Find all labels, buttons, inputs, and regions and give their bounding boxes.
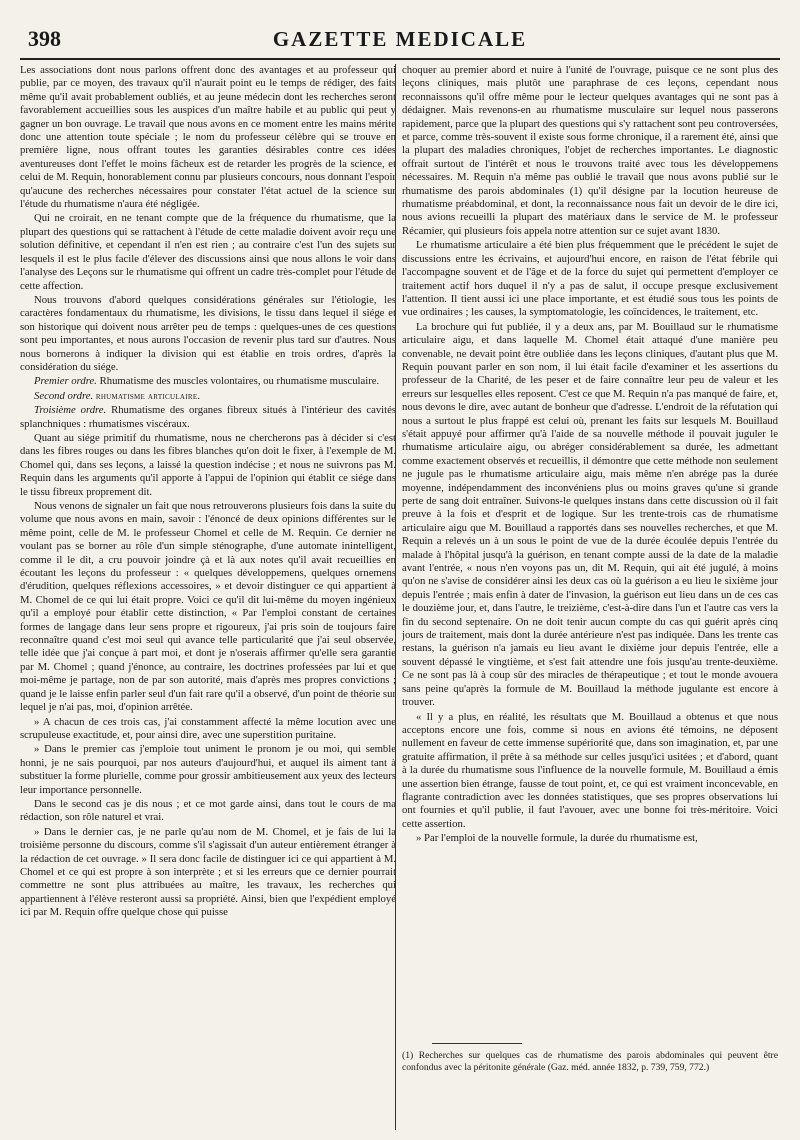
right-paragraph-5: » Par l'emploi de la nouvelle formule, la durée du rhumatisme est, xyxy=(416,832,698,845)
left-paragraph-9: » Dans le dernier cas, je ne parle qu'au nom de M. Chomel, et je fais de lui la troisième personne du discours, comme s'il s'agissait d'un auteur entièrement étranger à la rédaction de cet ouvrage. » Il sera donc facile de distinguer ici ce qui appartient à M. Chomel et ce qui est propre à son interprète ; et si les erreurs que ce dernier pourrait commettre ne sont plus attribuées au maître, les travaux, les recherches qui appartiennent à l'élève resteront aussi sa propriété. Ainsi, bien que l'expédient employé ici par M. Requin offre quelque chose qui puisse xyxy=(20,825,396,919)
right-paragraph-4: « Il y a plus, en réalité, les résultats que M. Bouillaud a obtenus et que nous acceptons encore une fois, comme si nous en avions été témoins, ne déposent nullement en faveur de cette immense supériorité que, dans son imagination, et, par une gratuite affirmation, il prête à sa méthode sur celles jusqu'ici usitées ; et d'abord, quant à la durée du rhumatisme sous l'influence de la nouvelle formule, M. Bouillaud a émis une assertion bien étrange, fausse de tout point, et, ce qui est vraiment inconcevable, en flagrante contradiction avec les données statistiques, que ses propres observations lui ont fournies et qu'il publie, il faut l'avouer, avec une bonne foi très-méritoire. Voici cette assertion. xyxy=(402,710,778,830)
left-paragraph-5: Nous venons de signaler un fait que nous retrouverons plusieurs fois dans la suite du volume que nous avons en main, savoir : l'énoncé de deux opinions différentes sur le même point, celle de M. le professeur Chomel et celle de M. Requin. Ce dernier ne voulant pas se borner au rôle d'un simple sténographe, d'une automate inintelligent, comme il le dit, a cru pouvoir joindre çà et là aux notes qu'il avait recueillies en écoutant les leçons du professeur : « quelques développemens, quelques ornemens d'érudition, quelques réflexions accessoires, » et devoir distinguer ce qui appartient à M. Chomel de ce qui lui était propre. Voici ce qu'il dit lui-même du moyen ingénieux qu'il a employé pour établir cette distinction, « Par l'emploi constant de certaines formes de langage dans leur sens propre et rigoureux, j'ai pris soin de toujours faire reconnaître quand c'est moi seul qui avance telle particularité que j'ai seul observée, telle idée que j'ai conçue à part moi, et dont je n'oserais affirmer qu'elle sera garantie par M. Chomel ; quand j'énonce, au contraire, les doctrines professées par lui et que moi-même je partage, non de par son autorité, mais d'après mes propres convictions ; quand je le laisse enfin parler seul d'un fait rare qu'il a observé, d'un point de théorie sur lequel je n'ai pas, moi, d'opinion arrêtée. xyxy=(20,500,396,714)
order-2 xyxy=(20,390,396,403)
right-paragraph-3: La brochure qui fut publiée, il y a deux ans, par M. Bouillaud sur le rhumatisme articulaire aigu, et dans laquelle M. Chomel était attaqué d'une manière peu convenable, ne devait point être oubliée dans les leçons cliniques, d'autant plus que M. Requin pouvant parler en son nom, il lui était facile d'examiner et les assertions du professeur de la Charité, de les peser et de faire connaître leur peu de valeur et les erreurs sur lesquelles elles reposent. C'est ce que M. Requin n'a pas manqué de faire, et, nous devons le dire, avec autant de bonheur que d'adresse. L'endroit de la réfutation qui nous a surtout le plus frappé est celui où, prenant les faits sur lesquels M. Bouillaud s'était appuyé pour affirmer qu'à l'aide de sa nouvelle méthode il pouvait juguler le rhumatisme articulaire aigu, ou abréger considérablement sa durée, les admettant comme exactement observés et recueillis, il démontre que cette méthode non seulement ne jugule pas le rhumatisme articulaire aigu, mais même n'en abrége pas la durée moyenne, indépendamment des inconvéniens plus ou moins graves qu'une si grande perte de sang doit entraîner. Suivons-le quelques instans dans cette discussion où il fait preuve à la fois et d'esprit et de logique. Sur les trente-trois cas de rhumatisme articulaire aigu que M. Bouillaud a rapportés dans ses nouvelles recherches, et que M. Requin a relevés un à un sous le point de vue de la durée écoulée depuis l'entrée du malade à l'hôpital jusqu'à la guérison, en tenant compte aussi de la date de la maladie avant l'entrée, « nous n'en voyons pas un, dit M. Requin, qui ait été jugulé, à moins qu'on ne s'avise de considérer ainsi les deux cas où la guérison a eu lieu le sixième jour depuis l'entrée ; mais enfin à dater de l'invasion, la guérison eut lieu dans un de ces cas le douzième jour, et, dans l'autre, le treizième, c'est-à-dire dans l'un et l'autre cas vers la fin du second septenaire. On ne doit tenir aucun compte du cas qui guérit après cinq jours de traitement, mais dont la durée antérieure n'est pas indiquée. Dans les trente cas restans, la guérison n'a jamais eu lieu avant le dixième jour depuis l'entrée, elle a souvent dépassé le vingtième, et s'est fait attendre une fois jusqu'au trente-deuxième. Ce ne sont pas là à coup sûr des miracles de thérapeutique ; et tout le monde avouera sans peine qu'après la formule de M. Bouillaud la méthode jugulante est encore à trouver. xyxy=(402,320,778,709)
right-column xyxy=(402,64,778,1036)
page-number: 398 xyxy=(28,26,61,51)
header-rule xyxy=(20,58,780,60)
order-3-label: Troisième ordre. xyxy=(34,404,107,417)
left-paragraph-8: Dans le second cas je dis nous ; et ce mot garde ainsi, dans tout le cours de ma rédaction, son rôle naturel et vrai. xyxy=(20,797,396,824)
order-1 xyxy=(20,375,396,388)
left-paragraph-3: Nous trouvons d'abord quelques considérations générales sur l'étiologie, les caractères fondamentaux du rhumatisme, les divisions, le tissu dans lequel il siége et son historique qui doivent nous arrêter peu de temps : quelques-unes de ces questions sont peu importantes, et nous aurons l'occasion de revenir plus tard sur d'autres. Nous nous bornerons à indiquer la division qui est établie en trois ordres, d'après la considération du siége. xyxy=(20,293,396,373)
left-paragraph-6: » A chacun de ces trois cas, j'ai constamment affecté la même locution avec une scrupuleuse exactitude, et, pour ainsi dire, avec une superstition puritaine. xyxy=(20,715,396,741)
left-column xyxy=(20,64,396,1130)
footnote: (1) Recherches sur quelques cas de rhumatisme des parois abdominales qui peuvent être confondus avec la péritonite générale (Gaz. méd. année 1832, p. 739, 759, 772.) xyxy=(402,1050,778,1073)
page-header xyxy=(20,22,780,56)
order-2-text: rhumatisme articulaire. xyxy=(95,390,201,402)
order-1-text: Rhumatisme des muscles volontaires, ou rhumatisme musculaire. xyxy=(99,375,380,388)
order-3-text: Rhumatisme des organes fibreux situés à l'intérieur des cavités splanchniques : rhumatismes viscéraux. xyxy=(20,404,396,430)
order-1-label: Premier ordre. xyxy=(34,375,97,388)
journal-title: GAZETTE MEDICALE xyxy=(272,27,528,51)
footnote-rule xyxy=(432,1043,522,1044)
order-2-label: Second ordre. xyxy=(34,389,94,402)
right-paragraph-1: choquer au premier abord et nuire à l'unité de l'ouvrage, puisque ce ne sont plus des leçons cliniques, mais plutôt une paraphrase de ces leçons, cependant nous reconnaissons qu'il offre même pour le lecteur quelques avantages qui ne sont pas à dédaigner. Mais revenons-en au rhumatisme musculaire sur lequel nous passerons rapidement, parce que la plupart des questions qui s'y rattachent sont peu controversées, et parce, comme très-souvent il existe sous forme chronique, il a rarement été, ainsi que la plupart des maladies chroniques, l'objet de recherches importantes. Le diagnostic offrait surtout de l'intérêt et nous le trouvons traité avec tous les développemens nécessaires. M. Requin n'a même pas oublié le travail que nous avons publié sur le rhumatisme des parois abdominales (1) qu'il désigne par la locution heureuse de rhumatisme préabdominal, et dont, la reconnaissance nous fait un devoir de le dire ici, nous avions recueilli la plupart des matériaux dans le service de M. le professeur Récamier, qui plusieurs fois appela notre attention sur ce sujet avant 1830. xyxy=(402,64,778,237)
left-paragraph-7: » Dans le premier cas j'emploie tout uniment le pronom je ou moi, qui semble honni, je ne sais pourquoi, par nos auteurs d'aujourd'hui, et auquel ils aiment tant à substituer la forme plurielle, comme pour grossir ambitieusement aux yeux des lecteurs leur importance personnelle. xyxy=(20,743,396,796)
left-paragraph-1: Les associations dont nous parlons offrent donc des avantages et au professeur qui publie, par ce moyen, des travaux qu'il n'aurait point eu le temps de rédiger, des faits même qu'il avait probablement oubliés, et au jeune médecin dont les recherches seront favorablement accueillies sous les auspices d'un maître habile et au public qui peut y gagner un bon ouvrage. Le travail que nous avons en ce moment entre les mains mérite donc une attention toute spéciale ; le nom du professeur célèbre qui se trouve en première ligne, nous offrant toutes les garanties désirables contre ces idées aventureuses dont l'effet le moins fâcheux est de retarder les progrès de la science, et celui de M. Requin, honorablement connu par plusieurs concours, nous donnant l'espoir qu'aucune des recherches nécessaires pour constater l'état actuel de la science sur l'étude du rhumatisme n'aura été négligée. xyxy=(20,64,396,211)
left-paragraph-2: Qui ne croirait, en ne tenant compte que de la fréquence du rhumatisme, que la plupart des questions qui se rattachent à l'étude de cette maladie doivent avoir reçu une solution définitive, et cependant il n'en est rien ; au contraire c'est l'un des sujets sur lesquels il est le plus facile d'élever des discussions ainsi que nous allons le voir dans l'analyse des Leçons sur le rhumatisme qui offrent un cadre très-complet pour l'étude de cette affection. xyxy=(20,212,396,292)
left-paragraph-4: Quant au siége primitif du rhumatisme, nous ne chercherons pas à décider si c'est dans les fibres rouges ou dans les fibres blanches qu'on doit le fixer, à l'exemple de M. Chomel qui, dans ses leçons, a laissé la question indécise ; et nous ne suivrons pas M. Requin dans les arguments qu'il apporte à l'appui de l'opinion qui établit ce siége dans le tissu fibreux proprement dit. xyxy=(20,431,396,498)
order-3 xyxy=(20,404,396,431)
right-paragraph-2: Le rhumatisme articulaire a été bien plus fréquemment que le précédent le sujet de discussions entre les écrivains, et aujourd'hui encore, en raison de l'état fébrile qui l'accompagne souvent et de l'âge et de la force du sujet qui permettent d'employer ce traitement actif hors duquel il n'y a pas de salut, il occupe presque exclusivement l'attention. Il tient aussi ici une place importante, et est étudié sous tous les points de vue ordinaires ; les causes, la symptomatologie, les coïncidences, le traitement, etc. xyxy=(402,239,778,319)
column-divider xyxy=(395,64,396,1130)
